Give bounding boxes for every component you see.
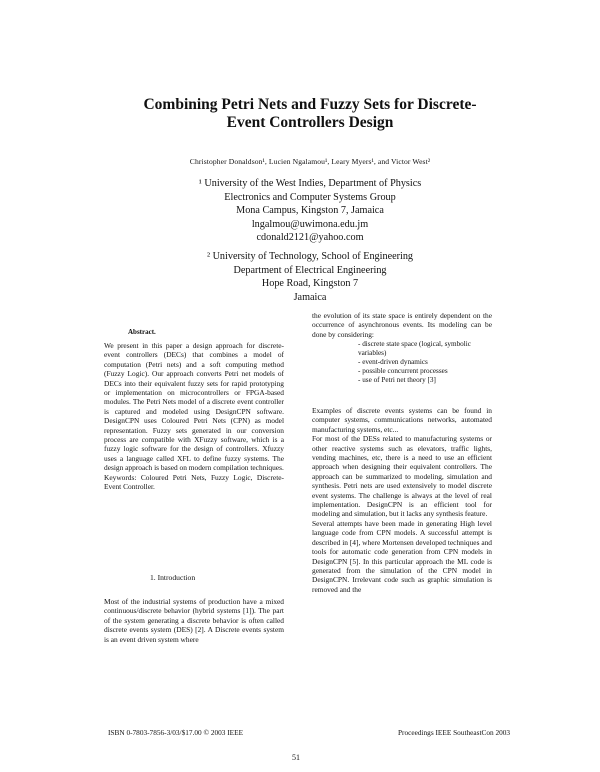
list-item: - use of Petri net theory [3]	[358, 376, 436, 384]
aff2-line: Hope Road, Kingston 7	[261, 278, 359, 290]
proceedings-footer: Proceedings IEEE SoutheastCon 2003	[398, 728, 511, 737]
page-number: 51	[292, 753, 300, 762]
title-line-1: Combining Petri Nets and Fuzzy Sets for Discrete-	[143, 96, 477, 113]
author-list: Christopher Donaldson¹, Lucien Ngalamou¹, Leary Myers¹, and Victor West²	[189, 157, 431, 166]
abstract-text: We present in this paper a design approach for discrete-event controllers (DECs) that combines a model of computation (Petri nets) and a soft computing method (Fuzzy Logic). Our approach converts Petri net models of DECs into their equivalent fuzzy sets for rapid prototyping or implementation on microcontrollers or FPGA-based modules. The Petri Nets model of a discrete event controller is captured and modeled using DesignCPN software. DesignCPN uses Coloured Petri Nets (CPN) as model representation. Fuzzy sets generated in our conversion process are compatible with XFuzzy software, which is a fuzzy logic software for the design of controllers. Xfuzzy uses a language called XFL to define fuzzy systems. The design approach is based on modern compilation techniques.	[104, 341, 284, 473]
list-item: - event-driven dynamics	[358, 358, 428, 366]
paragraph: For most of the DESs related to manufacturing systems or other reactive systems such as elevators, traffic lights, vending machines, etc, there is a need to use an efficient approach when designing their equivalent controllers. The approach can be summarized to modeling, simulation and synthesis. Petri nets are used extensively to model discrete event systems. The challenge is always at the level of real implementation. DesignCPN is an efficient tool for modeling and simulation, but it lacks any synthesis feature.	[312, 434, 492, 519]
aff2-line: Jamaica	[293, 291, 327, 303]
aff2-line: Department of Electrical Engineering	[233, 264, 387, 276]
right-column-top: the evolution of its state space is entirely dependent on the occurrence of asynchronous events. Its modeling can be done by considering:	[312, 311, 492, 339]
aff1-line: ¹ University of the West Indies, Department of Physics	[198, 178, 422, 189]
list-item: - possible concurrent processes	[358, 367, 448, 375]
paper-title	[100, 96, 520, 132]
aff1-email: lngalmou@uwimona.edu.jm	[251, 218, 369, 230]
abstract-heading: Abstract.	[128, 328, 156, 336]
list-item: - discrete state space (logical, symbolic variables)	[358, 340, 471, 357]
intro-heading: 1. Introduction	[150, 573, 196, 582]
paragraph: Examples of discrete events systems can be found in computer systems, communications networks, automated manufacturing systems, etc...	[312, 406, 492, 434]
affiliation-1	[120, 177, 500, 245]
paragraph: Several attempts have been made in generating High level language code from CPN models. A successful attempt is described in [4], where Mortensen developed techniques and tools for automatic code generation from CPN models in DesignCPN [5]. In this particular approach the ML code is generated from the simulation of the CPN model in DesignCPN. Irrelevant code such as graphic simulation is removed and the	[312, 518, 492, 594]
aff2-line: ² University of Technology, School of Engineering	[206, 251, 414, 262]
keywords: Keywords: Coloured Petri Nets, Fuzzy Logic, Discrete-Event Controller.	[104, 472, 284, 492]
abstract-body	[104, 341, 284, 492]
modeling-list	[358, 340, 490, 385]
aff1-line: Mona Campus, Kingston 7, Jamaica	[236, 205, 384, 217]
title-line-2: Event Controllers Design	[226, 114, 394, 131]
aff1-email: cdonald2121@yahoo.com	[256, 232, 364, 244]
intro-text: Most of the industrial systems of production have a mixed continuous/discrete behavior (hybrid systems [1]). The part of the system generating a discrete behavior is often called discrete events system (DES) [2]. A Discrete events system is an event driven system where	[104, 597, 284, 644]
isbn-footer: ISBN 0-7803-7856-3/03/$17.00 © 2003 IEEE	[108, 728, 244, 737]
affiliation-2	[120, 250, 500, 304]
aff1-line: Electronics and Computer Systems Group	[224, 191, 396, 203]
right-column-body	[312, 406, 492, 594]
